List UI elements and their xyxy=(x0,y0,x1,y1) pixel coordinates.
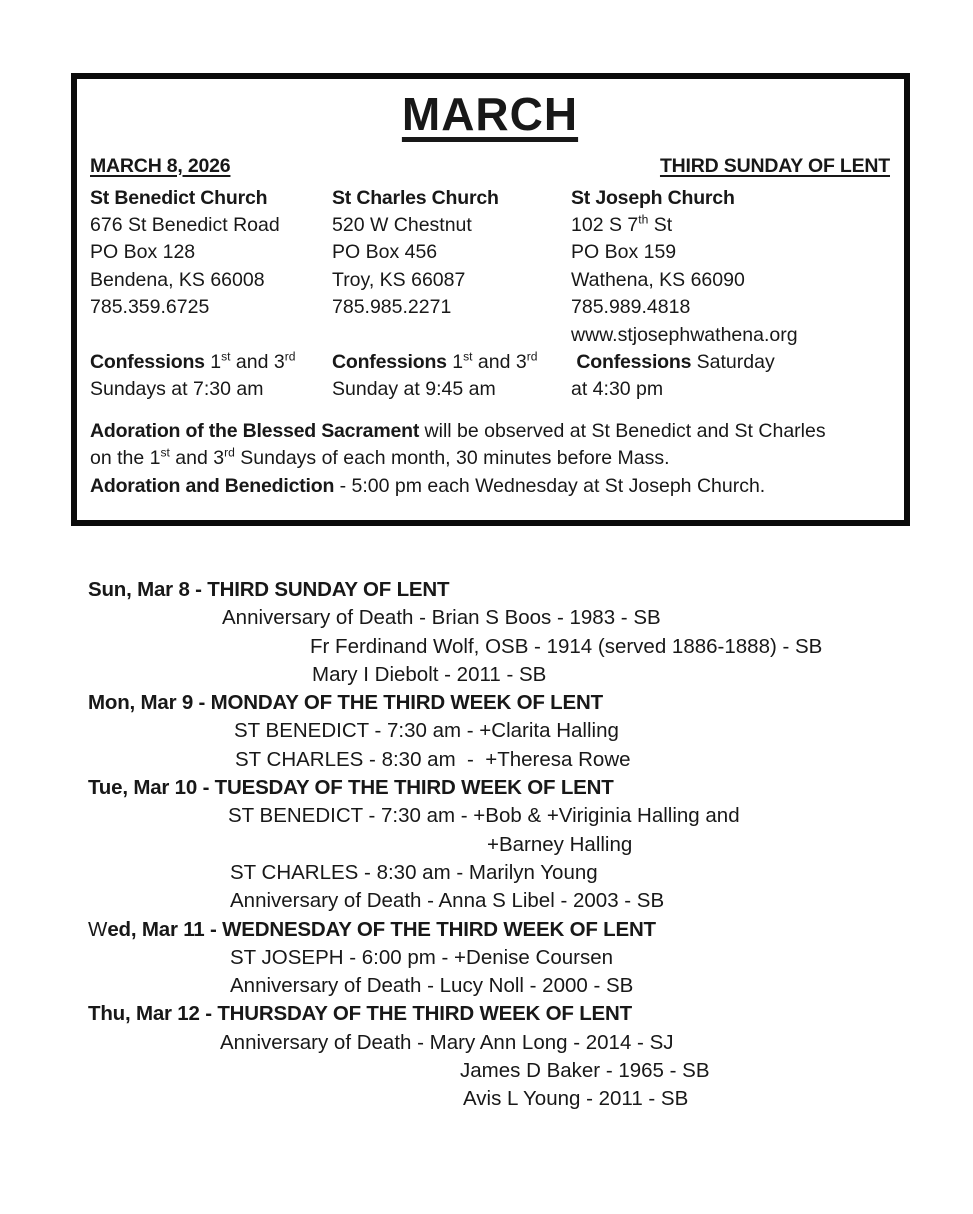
text-line xyxy=(88,1029,968,1057)
text-segment: Anniversary of Death - Brian S Boos - 1983 - SB xyxy=(222,606,661,630)
text-line xyxy=(90,473,890,500)
text-segment: 1 xyxy=(204,350,222,373)
text-line xyxy=(88,887,968,915)
text-segment: ST CHARLES - 8:30 am - +Theresa Rowe xyxy=(235,747,631,771)
text-line xyxy=(88,576,968,604)
text-segment: Saturday xyxy=(691,350,775,373)
text-line xyxy=(90,185,332,212)
text-segment: - 5:00 pm each Wednesday at St Joseph Church. xyxy=(334,474,766,497)
text-segment: 102 S 7 xyxy=(571,213,639,236)
text-line xyxy=(90,376,332,403)
text-segment: st xyxy=(221,349,231,364)
text-line xyxy=(88,633,968,661)
text-segment: Avis L Young - 2011 - SB xyxy=(463,1087,689,1111)
church-column-st-benedict xyxy=(90,185,332,404)
church-column-st-charles xyxy=(332,185,571,404)
date-heading: MARCH 8, 2026 xyxy=(90,154,231,177)
text-segment: 1 xyxy=(446,350,464,373)
text-segment: PO Box 159 xyxy=(571,241,677,264)
text-line xyxy=(571,212,890,239)
text-segment: St Charles Church xyxy=(332,186,499,209)
text-segment: Wathena, KS 66090 xyxy=(571,268,745,291)
text-segment: Fr Ferdinand Wolf, OSB - 1914 (served 1886-1888) - SB xyxy=(310,634,823,658)
text-segment: Sun, Mar 8 - THIRD SUNDAY OF LENT xyxy=(88,578,450,601)
text-line xyxy=(332,376,571,403)
text-segment: St xyxy=(648,213,673,236)
text-segment: 785.985.2271 xyxy=(332,296,452,319)
church-column-st-joseph xyxy=(571,185,890,404)
adoration-notes xyxy=(90,418,890,500)
text-segment: James D Baker - 1965 - SB xyxy=(460,1059,710,1083)
text-segment: Confessions xyxy=(332,350,447,373)
text-segment: W xyxy=(88,917,108,941)
text-segment: th xyxy=(638,212,649,227)
text-segment: Tue, Mar 10 - TUESDAY OF THE THIRD WEEK OF LENT xyxy=(88,776,614,800)
text-line xyxy=(332,294,571,321)
text-segment: st xyxy=(463,349,473,364)
church-columns xyxy=(90,185,890,404)
text-line xyxy=(88,1085,968,1113)
text-segment: Thu, Mar 12 - THURSDAY OF THE THIRD WEEK OF LENT xyxy=(88,1002,632,1026)
text-segment: Troy, KS 66087 xyxy=(332,268,466,291)
text-segment: Sundays at 7:30 am xyxy=(90,378,264,401)
text-line xyxy=(571,294,890,321)
text-line xyxy=(332,239,571,266)
text-segment: PO Box 128 xyxy=(90,241,196,264)
text-line xyxy=(88,1057,968,1085)
text-segment: Anniversary of Death - Lucy Noll - 2000 - SB xyxy=(230,974,634,998)
text-line xyxy=(88,916,968,944)
text-segment: ST BENEDICT - 7:30 am - +Clarita Halling xyxy=(234,719,619,743)
text-segment: on the 1 xyxy=(90,447,161,470)
text-segment: will be observed at St Benedict and St Charles xyxy=(419,419,826,442)
text-line xyxy=(90,418,890,445)
text-line xyxy=(332,322,571,349)
text-line xyxy=(571,322,890,349)
text-segment: and 3 xyxy=(169,447,225,470)
text-line xyxy=(88,944,968,972)
text-segment: Bendena, KS 66008 xyxy=(90,268,265,291)
mass-schedule xyxy=(88,576,968,1114)
text-segment: St Benedict Church xyxy=(90,186,268,209)
text-segment: Anniversary of Death - Mary Ann Long - 2014 - SJ xyxy=(220,1030,674,1054)
text-line xyxy=(90,322,332,349)
text-line xyxy=(88,604,968,632)
text-segment: st xyxy=(160,445,170,460)
text-line xyxy=(90,239,332,266)
text-line xyxy=(88,831,968,859)
text-line xyxy=(88,774,968,802)
text-segment: ST CHARLES - 8:30 am - Marilyn Young xyxy=(230,860,598,884)
text-segment: Adoration of the Blessed Sacrament xyxy=(90,419,420,442)
text-segment: ST JOSEPH - 6:00 pm - +Denise Coursen xyxy=(230,945,614,969)
text-line xyxy=(332,349,571,376)
text-segment: Mary I Diebolt - 2011 - SB xyxy=(312,662,547,686)
text-segment: rd xyxy=(526,349,538,364)
text-segment: www.stjosephwathena.org xyxy=(571,323,798,346)
text-line xyxy=(88,746,968,774)
text-line xyxy=(88,689,968,717)
text-segment: at 4:30 pm xyxy=(571,378,664,401)
text-segment: +Barney Halling xyxy=(487,832,633,856)
text-segment: Confessions xyxy=(90,350,205,373)
text-segment: Sunday at 9:45 am xyxy=(332,378,496,401)
text-line xyxy=(90,267,332,294)
text-line xyxy=(332,185,571,212)
text-segment: Anniversary of Death - Anna S Libel - 2003 - SB xyxy=(230,889,665,913)
text-segment: 676 St Benedict Road xyxy=(90,213,280,236)
text-segment: Mon, Mar 9 - MONDAY OF THE THIRD WEEK OF LENT xyxy=(88,691,603,715)
text-line xyxy=(332,212,571,239)
text-segment: Confessions xyxy=(576,350,692,373)
text-line xyxy=(332,267,571,294)
text-line xyxy=(88,1000,968,1028)
church-info-box xyxy=(71,73,910,526)
text-segment: Sundays of each month, 30 minutes before Mass. xyxy=(234,447,670,470)
text-segment: rd xyxy=(284,349,296,364)
text-line xyxy=(90,445,890,472)
text-line xyxy=(88,859,968,887)
text-line xyxy=(571,239,890,266)
text-segment: and 3 xyxy=(472,350,527,373)
text-line xyxy=(88,802,968,830)
text-segment: 785.989.4818 xyxy=(571,296,691,319)
text-segment: Adoration and Benediction xyxy=(90,474,335,497)
text-segment: 520 W Chestnut xyxy=(332,213,472,236)
text-line xyxy=(571,376,890,403)
text-line xyxy=(571,349,890,376)
text-line xyxy=(88,717,968,745)
liturgical-day-heading: THIRD SUNDAY OF LENT xyxy=(659,154,890,177)
text-segment: St Joseph Church xyxy=(571,186,735,209)
text-line xyxy=(571,185,890,212)
text-line xyxy=(90,349,332,376)
text-line xyxy=(88,661,968,689)
text-line xyxy=(90,294,332,321)
text-segment: ed, Mar 11 - WEDNESDAY OF THE THIRD WEEK OF LENT xyxy=(107,917,656,941)
text-line xyxy=(571,267,890,294)
text-line xyxy=(90,212,332,239)
text-segment: and 3 xyxy=(230,350,285,373)
text-segment: 785.359.6725 xyxy=(90,296,210,319)
text-segment: ST BENEDICT - 7:30 am - +Bob & +Viriginia Halling and xyxy=(228,804,740,828)
text-segment: rd xyxy=(224,445,235,460)
text-segment: PO Box 456 xyxy=(332,241,438,264)
month-title: MARCH xyxy=(401,88,579,140)
date-header-row xyxy=(90,155,890,178)
text-line xyxy=(88,972,968,1000)
